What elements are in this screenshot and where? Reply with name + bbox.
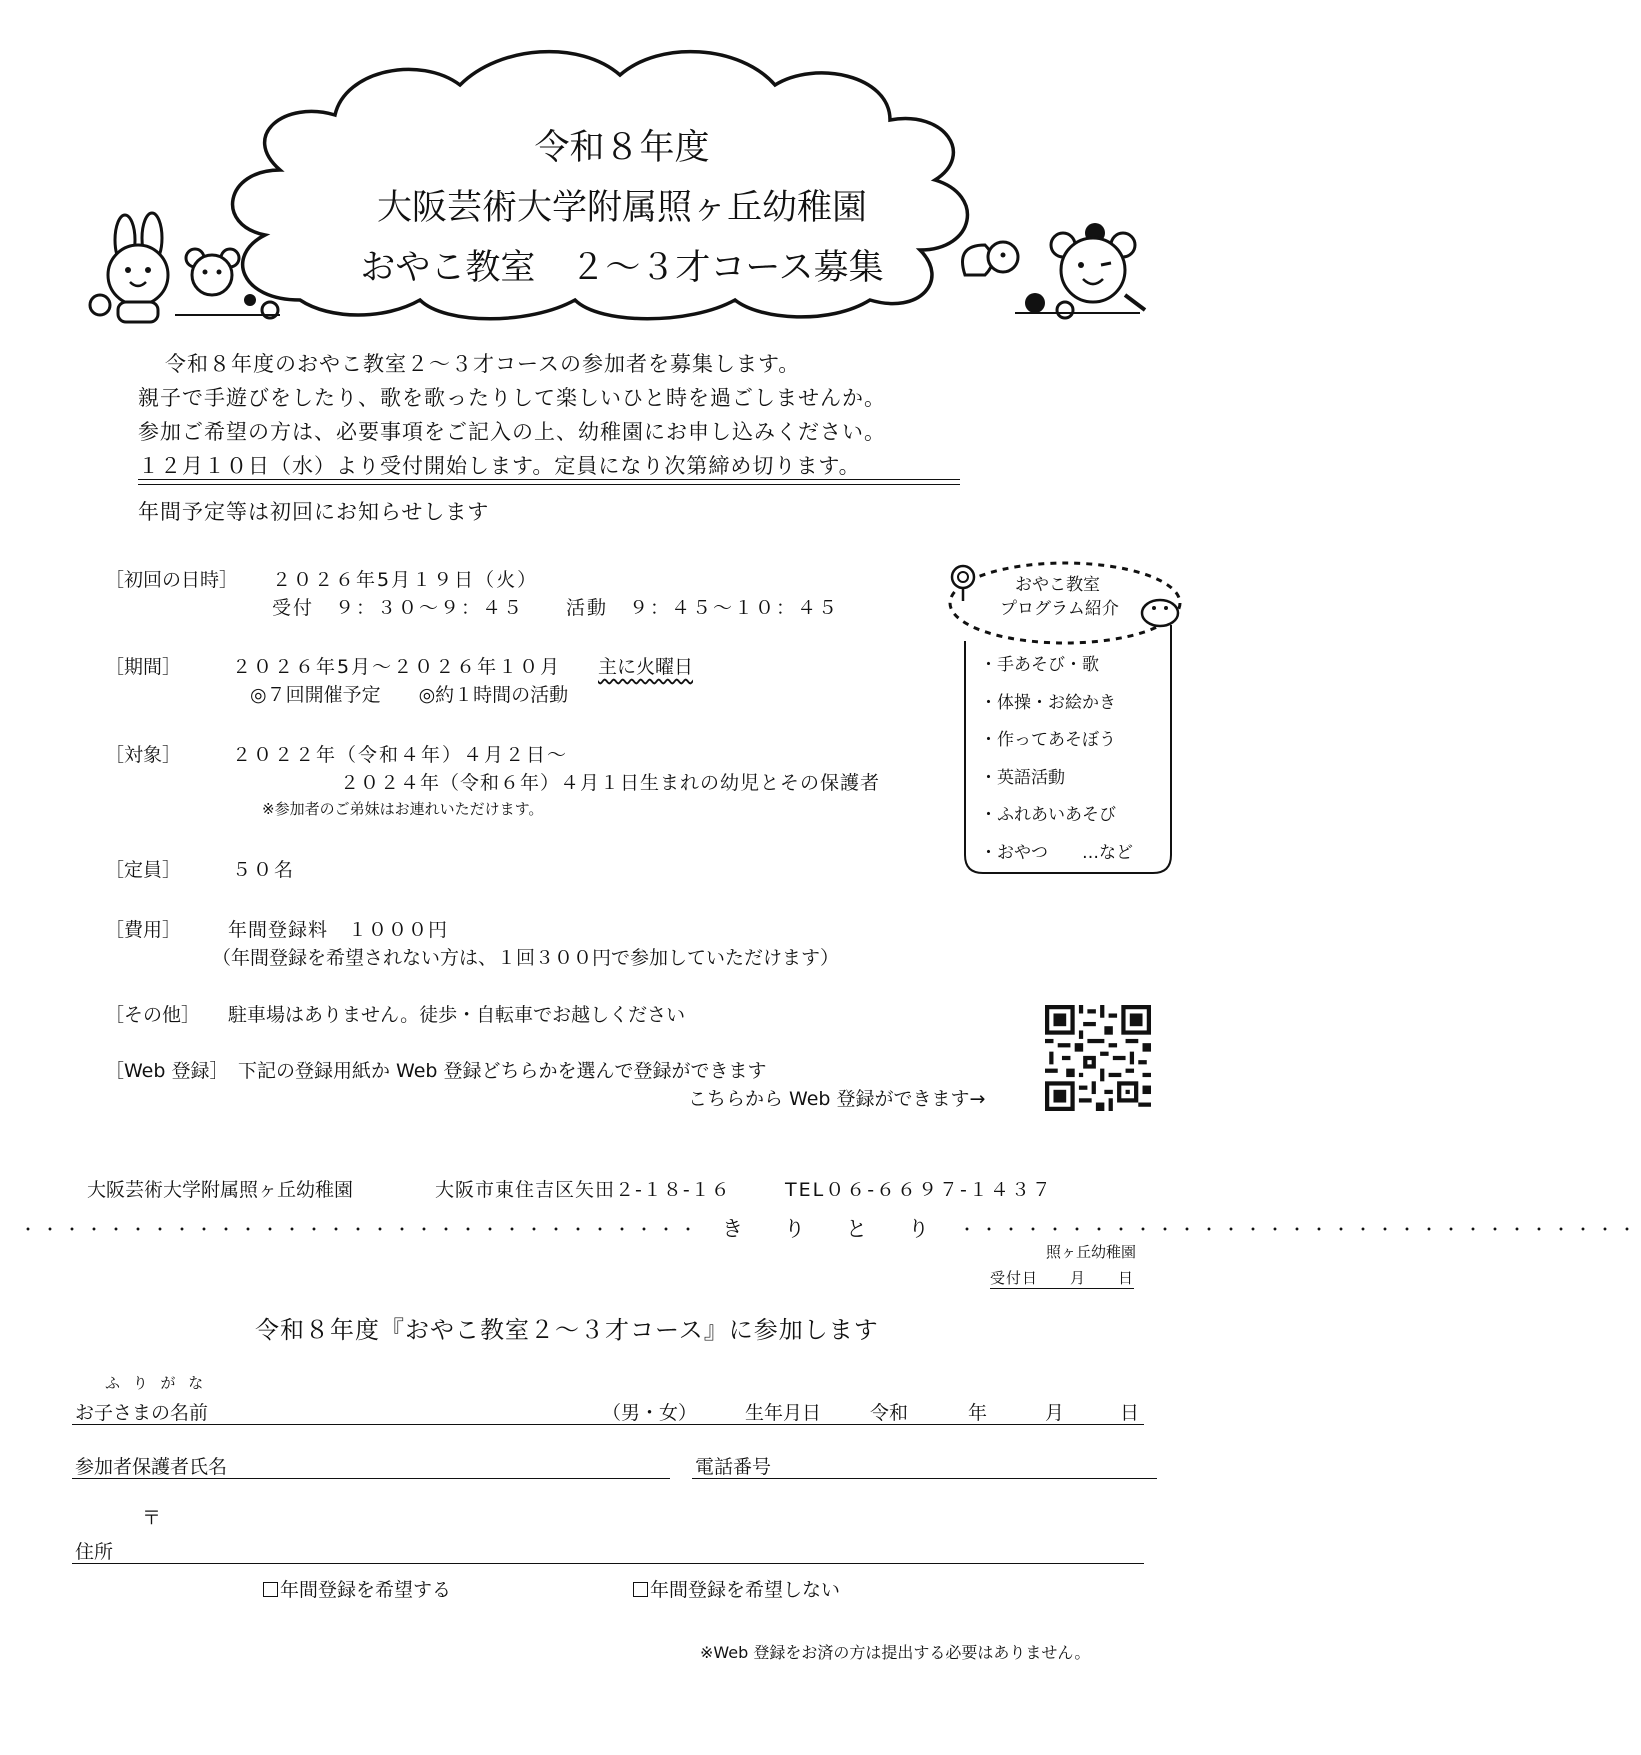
birth-era: 令和 (870, 1402, 909, 1424)
first-time-value: 受付 ９：３０～９：４５ 活動 ９：４５～１０：４５ (272, 597, 840, 619)
first-date-label: ［初回の日時］ (105, 569, 239, 591)
received-date: 受付日 月 日 (990, 1269, 1135, 1287)
period-value: ２０２６年5月～２０２６年１０月 (232, 656, 562, 678)
birth-label: 生年月日 (745, 1402, 822, 1424)
birth-month: 月 (1045, 1402, 1065, 1424)
address-label: 住所 (75, 1541, 114, 1563)
capacity-value: ５０名 (232, 859, 296, 881)
web-value: 下記の登録用紙か Web 登録どちらかを選んで登録ができます (238, 1060, 767, 1082)
period-day: 主に火曜日 (598, 656, 694, 678)
phone-label: 電話番号 (695, 1456, 772, 1478)
birth-day: 日 (1120, 1402, 1140, 1424)
intro-line-3: 参加ご希望の方は、必要事項をご記入の上、幼稚園にお申し込みください。 (138, 420, 886, 444)
program-heading-1: おやこ教室 (1015, 575, 1100, 595)
other-label: ［その他］ (105, 1004, 201, 1026)
checkbox-no[interactable] (633, 1582, 648, 1597)
fee-value: 年間登録料 １０００円 (228, 919, 449, 941)
program-item: ・おやつ …など (980, 843, 1133, 863)
cut-dots-right: ・・・・・・・・・・・・・・・・・・・・・・・・・・・・・・・ (959, 1219, 1641, 1239)
period-note: ◎７回開催予定 ◎約１時間の活動 (250, 684, 569, 706)
web-label: ［Web 登録］ (105, 1060, 229, 1082)
option-no-label: 年間登録を希望しない (650, 1579, 841, 1601)
intro-line-2: 親子で手遊びをしたり、歌を歌ったりして楽しいひと時を過ごしませんか。 (138, 386, 886, 410)
capacity-label: ［定員］ (105, 859, 182, 881)
gender-select[interactable]: （男・女） (602, 1402, 698, 1424)
form-note: ※Web 登録をお済の方は提出する必要はありません。 (700, 1643, 1091, 1662)
program-item: ・手あそび・歌 (980, 655, 1099, 675)
phone-field[interactable] (692, 1478, 1157, 1479)
program-heading-2: プログラム紹介 (1000, 599, 1119, 619)
checkbox-yes[interactable] (263, 1582, 278, 1597)
footer-address: 大阪市東住吉区矢田２-１８-１６ (435, 1179, 731, 1201)
bear-squirrel-illustration (955, 215, 1155, 330)
intro-line-4: １２月１０日（水）より受付開始します。定員になり次第締め切ります。 (138, 454, 861, 478)
cut-line (20, 1213, 1641, 1243)
title-course: おやこ教室 ２～３才コース募集 (360, 248, 884, 288)
title-school: 大阪芸術大学附属照ヶ丘幼稚園 (376, 188, 867, 228)
cut-dots-left: ・・・・・・・・・・・・・・・・・・・・・・・・・・・・・・・ (20, 1219, 703, 1239)
fee-note: （年間登録を希望されない方は、１回３００円で参加していただけます） (212, 947, 840, 969)
target-line-2: ２０２４年（令和６年）４月１日生まれの幼児とその保護者 (340, 772, 881, 794)
option-yes-label: 年間登録を希望する (280, 1579, 452, 1601)
fee-label: ［費用］ (105, 919, 182, 941)
child-name-field[interactable] (72, 1424, 1144, 1425)
program-item: ・体操・お絵かき (980, 693, 1116, 713)
guardian-label: 参加者保護者氏名 (75, 1456, 228, 1478)
postal-mark: 〒 (142, 1507, 162, 1529)
underline-a (138, 479, 960, 480)
underline-b (138, 484, 960, 485)
footer-tel: TEL０６-６６９７-１４３７ (785, 1179, 1053, 1201)
other-value: 駐車場はありません。徒歩・自転車でお越しください (228, 1004, 686, 1026)
intro-line-5: 年間予定等は初回にお知らせします (138, 500, 490, 524)
title-year: 令和８年度 (534, 128, 710, 168)
target-line-1: ２０２２年（令和４年）４月２日～ (232, 744, 569, 766)
child-name-label: お子さまの名前 (75, 1402, 209, 1424)
target-note: ※参加者のご弟妹はお連れいただけます。 (262, 800, 544, 818)
birth-year: 年 (968, 1402, 988, 1424)
program-item: ・ふれあいあそび (980, 805, 1116, 825)
option-annual-yes[interactable] (263, 1575, 451, 1602)
program-item: ・作ってあそぼう (980, 730, 1116, 750)
form-title: 令和８年度『おやこ教室２～３才コース』に参加します (255, 1316, 879, 1344)
office-name: 照ヶ丘幼稚園 (1046, 1243, 1137, 1261)
period-label: ［期間］ (105, 656, 182, 678)
target-label: ［対象］ (105, 744, 182, 766)
intro-line-1: 令和８年度のおやこ教室２～３才コースの参加者を募集します。 (165, 352, 801, 376)
footer-school: 大阪芸術大学附属照ヶ丘幼稚園 (87, 1179, 354, 1201)
furigana: ふ り が な (105, 1374, 208, 1392)
program-item: ・英語活動 (980, 768, 1065, 788)
address-field[interactable] (72, 1563, 1144, 1564)
cut-label: き り と り (722, 1217, 940, 1241)
web-link-text[interactable]: こちらから Web 登録ができます→ (688, 1088, 986, 1110)
option-annual-no[interactable] (633, 1575, 840, 1602)
first-date-value: ２０２６年5月１９日（火） (272, 569, 539, 591)
guardian-field[interactable] (72, 1478, 670, 1479)
qr-code[interactable] (1045, 1005, 1151, 1111)
